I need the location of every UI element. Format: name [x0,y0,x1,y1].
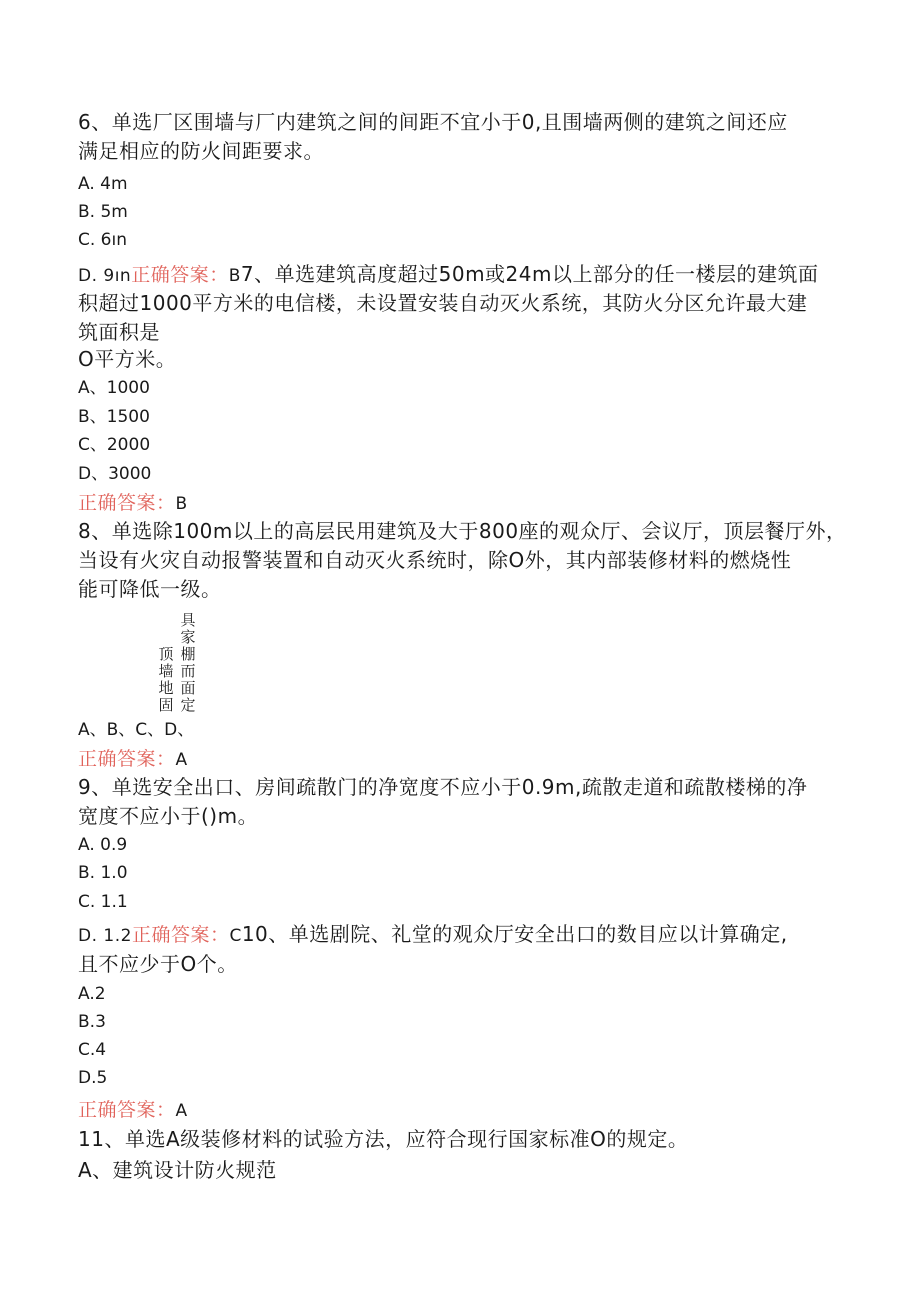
q10-answer-label: 正确答案： [78,1099,176,1121]
q8-col1-char: 地 [158,679,174,697]
q9-option-c: C. 1.1 [78,892,128,912]
q8-col1-char: 顶 [158,645,174,663]
q8-col2-char: 具 [180,611,196,629]
q6-line1: 6、单选厂区围墙与厂内建筑之间的间距不宜小于0,且围墙两侧的建筑之间还应 [78,110,788,134]
q8-vertical-col2 [180,612,196,714]
q7-option-a: A、1000 [78,378,150,398]
q10-line2: 且不应少于O个。 [78,952,238,976]
q8-line1: 8、单选除100m以上的高层民用建筑及大于800座的观众厅、会议厅，顶层餐厅外， [78,519,847,543]
q9-line2: 宽度不应小于()m。 [78,804,259,828]
q8-col2-char: 棚 [180,645,196,663]
q10-option-b: B.3 [78,1012,106,1032]
q7-option-b: B、1500 [78,407,150,427]
q8-col2-char: 面 [180,679,196,697]
q10-answer-value: A [175,1101,188,1121]
q7-line4: O平方米。 [78,347,177,371]
q7-line1: 7、单选建筑高度超过50m或24m以上部分的任一楼层的建筑面 [240,262,819,286]
q8-answer-value: A [175,750,188,770]
q6-answer-value: B [228,266,241,286]
q8-answer [78,744,188,775]
q10-option-c: C.4 [78,1040,107,1060]
q10-answer [78,1095,188,1126]
q9-line1: 9、单选安全出口、房间疏散门的净宽度不应小于0.9m,疏散走道和疏散楼梯的净 [78,775,808,799]
q8-col2-char: 家 [180,628,196,646]
q10-option-d: D.5 [78,1068,108,1088]
q7-answer-label: 正确答案： [78,492,176,514]
q8-options: A、B、C、D、 [78,720,195,740]
q8-col2-char: 定 [180,696,196,714]
q8-line2: 当设有火灾自动报警装置和自动灭火系统时，除O外，其内部装修材料的燃烧性 [78,548,792,572]
q10-option-a: A.2 [78,984,106,1004]
q6-line2: 满足相应的防火间距要求。 [78,139,324,163]
q7-line3: 筑面积是 [78,320,160,344]
q8-vertical-col1 [158,646,174,714]
q8-col1-char: 固 [158,696,174,714]
q6-option-a: A. 4m [78,174,128,194]
q6-option-c: C. 6ın [78,230,127,250]
q9-option-a: A. 0.9 [78,835,128,855]
q6-option-d-line [78,260,819,291]
q11-option-a: A、建筑设计防火规范 [78,1158,277,1182]
q8-answer-label: 正确答案： [78,748,176,770]
q7-answer-value: B [175,494,188,514]
q7-line2: 积超过1000平方米的电信楼，未设置安装自动灭火系统，其防火分区允许最大建 [78,291,808,315]
q9-option-d-line [78,920,788,951]
q9-answer-value: C [229,926,242,946]
q7-option-d: D、3000 [78,464,152,484]
q9-option-b: B. 1.0 [78,863,128,883]
q11-line1: 11、单选A级装修材料的试验方法，应符合现行国家标准O的规定。 [78,1127,689,1151]
q9-answer-label: 正确答案： [131,924,230,946]
q8-col1-char: 墙 [158,662,174,680]
q6-option-b: B. 5m [78,202,128,222]
q7-option-c: C、2000 [78,435,151,455]
q6-answer-label: 正确答案： [131,264,229,286]
q6-option-d: D. 9ın [78,266,132,286]
q9-option-d: D. 1.2 [78,926,132,946]
q8-col2-char: 而 [180,662,196,680]
q8-line3: 能可降低一级。 [78,577,222,601]
q10-line1: 10、单选剧院、礼堂的观众厅安全出口的数目应以计算确定, [241,922,788,946]
q7-answer [78,488,188,519]
